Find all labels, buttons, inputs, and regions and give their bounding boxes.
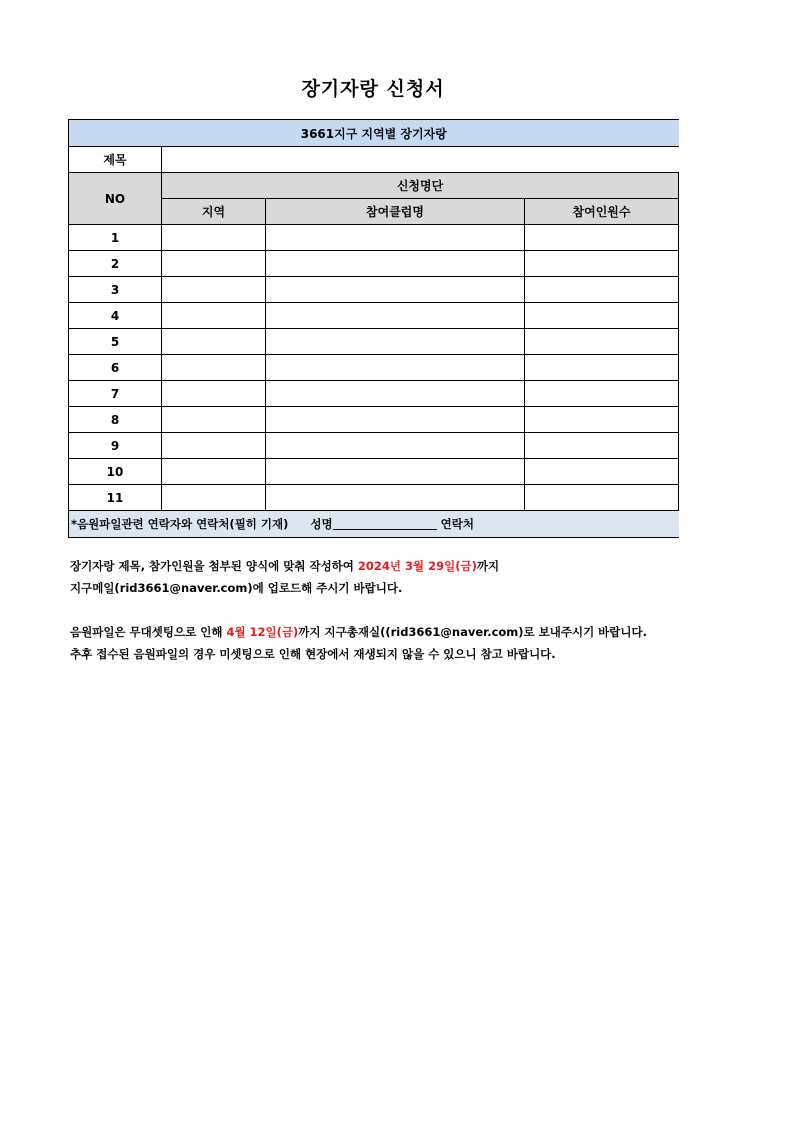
table-row bbox=[69, 381, 679, 407]
table-row bbox=[69, 355, 679, 381]
row-count-cell[interactable] bbox=[525, 329, 679, 355]
table-row bbox=[69, 459, 679, 485]
row-club-cell[interactable] bbox=[266, 459, 525, 485]
row-club-cell[interactable] bbox=[266, 355, 525, 381]
row-count-cell[interactable] bbox=[525, 277, 679, 303]
table-row bbox=[69, 329, 679, 355]
row-region-cell[interactable] bbox=[162, 355, 266, 381]
deadline-audio: 4월 12일(금) bbox=[226, 625, 299, 639]
contact-note bbox=[69, 511, 679, 538]
row-region-cell[interactable] bbox=[162, 459, 266, 485]
row-region-cell[interactable] bbox=[162, 303, 266, 329]
page-title: 장기자랑 신청서 bbox=[301, 78, 445, 100]
contact-name-label: 성명 bbox=[310, 517, 333, 531]
table-row bbox=[69, 485, 679, 511]
row-region-cell[interactable] bbox=[162, 251, 266, 277]
col-count-header: 참여인원수 bbox=[525, 199, 679, 225]
group-header: 신청명단 bbox=[162, 173, 679, 199]
row-club-cell[interactable] bbox=[266, 303, 525, 329]
no-header: NO bbox=[69, 173, 162, 225]
form-banner: 3661지구 지역별 장기자랑 bbox=[69, 120, 679, 147]
instruction-line-3-a: 음원파일은 무대셋팅으로 인해 bbox=[70, 625, 227, 639]
title-label: 제목 bbox=[69, 147, 162, 173]
row-count-cell[interactable] bbox=[525, 251, 679, 277]
instruction-line-4: 추후 접수된 음원파일의 경우 미셋팅으로 인해 현장에서 재생되지 않을 수 있으니 참고 바랍니다. bbox=[70, 647, 556, 661]
table-row bbox=[69, 251, 679, 277]
row-no: 9 bbox=[69, 433, 162, 459]
row-no: 3 bbox=[69, 277, 162, 303]
row-club-cell[interactable] bbox=[266, 251, 525, 277]
row-count-cell[interactable] bbox=[525, 303, 679, 329]
table-row bbox=[69, 277, 679, 303]
instruction-line-1 bbox=[70, 558, 499, 574]
row-region-cell[interactable] bbox=[162, 277, 266, 303]
row-no: 10 bbox=[69, 459, 162, 485]
row-club-cell[interactable] bbox=[266, 485, 525, 511]
row-region-cell[interactable] bbox=[162, 407, 266, 433]
col-region-header: 지역 bbox=[162, 199, 266, 225]
instruction-line-1-a: 장기자랑 제목, 참가인원을 첨부된 양식에 맞춰 작성하여 bbox=[70, 559, 358, 573]
deadline-entry: 2024년 3월 29일(금) bbox=[357, 559, 477, 573]
row-no: 6 bbox=[69, 355, 162, 381]
row-club-cell[interactable] bbox=[266, 277, 525, 303]
table-row bbox=[69, 225, 679, 251]
row-region-cell[interactable] bbox=[162, 433, 266, 459]
row-count-cell[interactable] bbox=[525, 459, 679, 485]
row-count-cell[interactable] bbox=[525, 355, 679, 381]
row-count-cell[interactable] bbox=[525, 381, 679, 407]
contact-phone-label: 연락처 bbox=[440, 517, 474, 531]
row-club-cell[interactable] bbox=[266, 407, 525, 433]
contact-name-blank[interactable] bbox=[333, 529, 437, 530]
row-count-cell[interactable] bbox=[525, 485, 679, 511]
row-no: 1 bbox=[69, 225, 162, 251]
header-row-1 bbox=[69, 173, 679, 199]
application-form-table bbox=[68, 119, 679, 538]
form-banner-row bbox=[69, 120, 679, 147]
row-club-cell[interactable] bbox=[266, 329, 525, 355]
row-no: 7 bbox=[69, 381, 162, 407]
row-region-cell[interactable] bbox=[162, 225, 266, 251]
instruction-line-3 bbox=[70, 624, 647, 640]
instruction-line-3-b: 까지 지구총재실((rid3661@naver.com)로 보내주시기 바랍니다. bbox=[298, 625, 647, 639]
table-row bbox=[69, 433, 679, 459]
row-club-cell[interactable] bbox=[266, 225, 525, 251]
row-club-cell[interactable] bbox=[266, 381, 525, 407]
row-count-cell[interactable] bbox=[525, 433, 679, 459]
col-club-header: 참여클럽명 bbox=[266, 199, 525, 225]
row-region-cell[interactable] bbox=[162, 485, 266, 511]
row-count-cell[interactable] bbox=[525, 407, 679, 433]
instruction-line-1-b: 까지 bbox=[476, 559, 500, 573]
title-input-cell[interactable] bbox=[162, 147, 679, 173]
contact-note-row bbox=[69, 511, 679, 538]
row-no: 4 bbox=[69, 303, 162, 329]
contact-note-prefix: *음원파일관련 연락자와 연락처(필히 기재) bbox=[71, 517, 289, 531]
row-region-cell[interactable] bbox=[162, 329, 266, 355]
instruction-line-2: 지구메일(rid3661@naver.com)에 업로드해 주시기 바랍니다. bbox=[70, 581, 403, 595]
row-count-cell[interactable] bbox=[525, 225, 679, 251]
row-region-cell[interactable] bbox=[162, 381, 266, 407]
row-no: 2 bbox=[69, 251, 162, 277]
row-no: 5 bbox=[69, 329, 162, 355]
table-row bbox=[69, 407, 679, 433]
table-row bbox=[69, 303, 679, 329]
title-row bbox=[69, 147, 679, 173]
row-no: 11 bbox=[69, 485, 162, 511]
row-no: 8 bbox=[69, 407, 162, 433]
row-club-cell[interactable] bbox=[266, 433, 525, 459]
